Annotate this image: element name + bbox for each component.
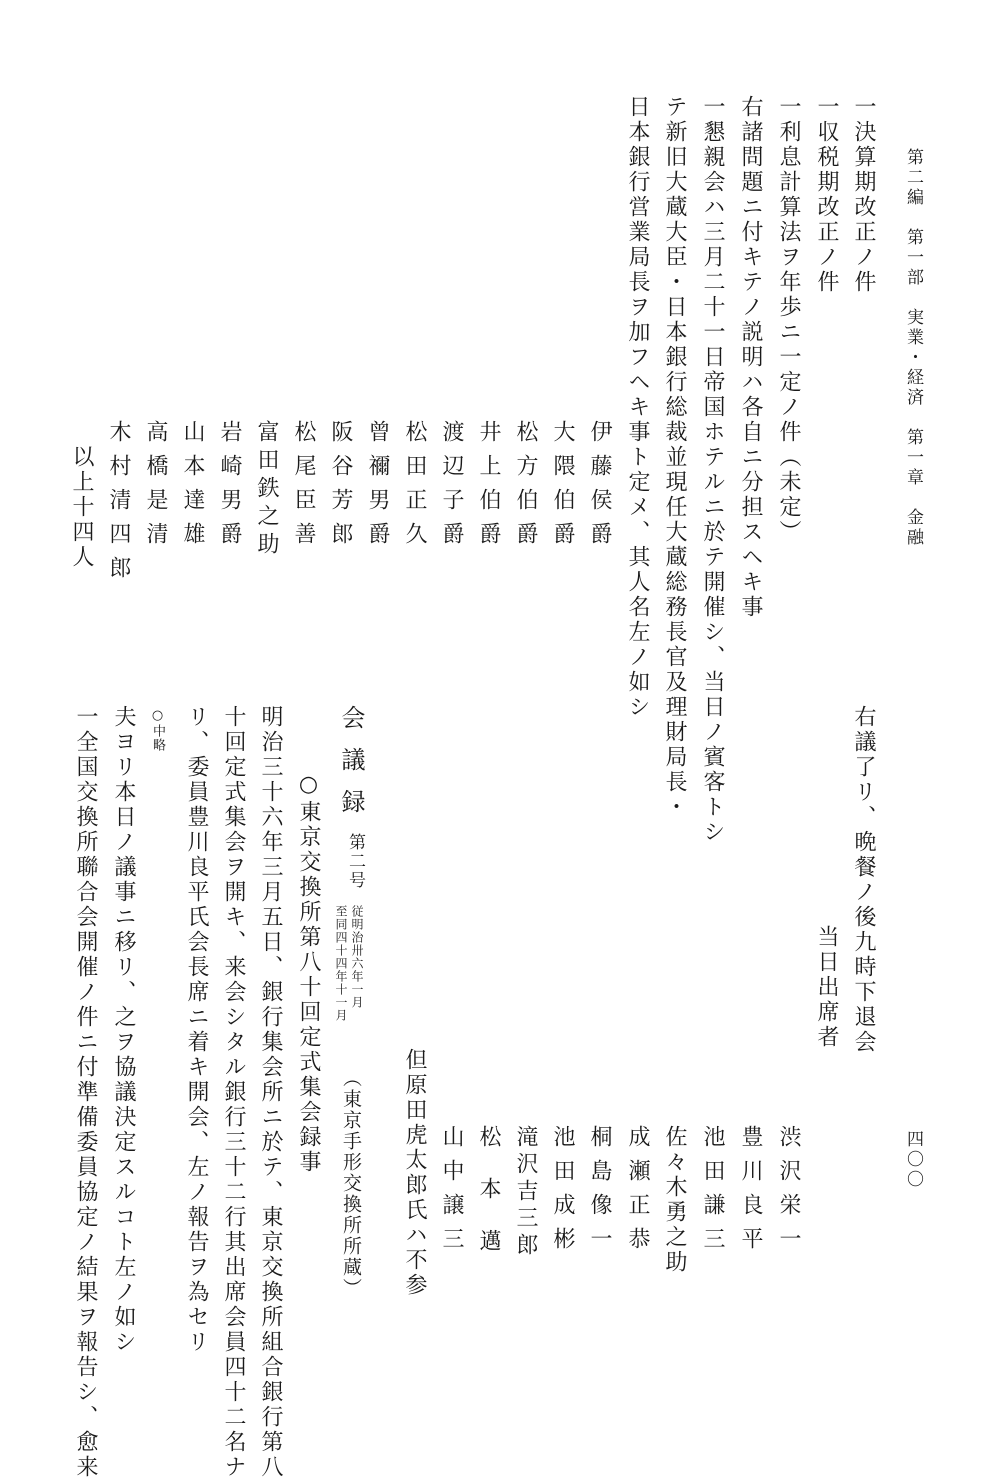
guest-name: 富田鉄之助 [254,420,279,560]
record-period [334,905,364,1022]
body-line: 一全国交換所聯合会開催ノ件ニ付準備委員協定ノ結果ヲ報告シ、愈来 [73,705,98,1480]
meeting-title: ○東京交換所第八十回定式集会録事 [296,772,321,1175]
attendee-name: 豊川良平 [738,1125,763,1261]
record-period-to: 至同四十四年十一月 [334,905,348,1022]
running-title: 第二編 第一部 実業・経済 第一章 金融 [903,148,923,548]
guest-name: 大隈伯爵 [550,420,575,556]
guest-name: 高橋是清 [143,420,168,556]
guest-name: 渡辺子爵 [439,420,464,556]
record-number: 第二号 [345,833,365,890]
guest-name: 井上伯爵 [476,420,501,556]
guest-name: 阪谷芳郎 [328,420,353,556]
guest-name: 松田正久 [402,420,427,556]
attendee-name: 成瀬正恭 [625,1125,650,1261]
attendee-name: 佐々木勇之助 [662,1125,687,1275]
item-kessanki: 一決算期改正ノ件 [851,95,876,295]
attendee-name: 松本邁 [476,1125,501,1281]
item-konshinkai-3: 日本銀行営業局長ヲ加フヘキ事ト定メ、其人名左ノ如シ [625,95,650,720]
item-shuzeiki: 一収税期改正ノ件 [814,95,839,295]
body-line: 明治三十六年三月五日、銀行集会所ニ於テ、東京交換所組合銀行第八 [258,705,283,1480]
record-source: （東京手形交換所所蔵） [340,1068,362,1299]
body-line: 夫ヨリ本日ノ議事ニ移リ、之ヲ協議決定スルコト左ノ如シ [111,705,136,1355]
guest-name: 岩崎男爵 [217,420,242,556]
item-konshinkai-1: 一懇親会ハ三月二十一日帝国ホテルニ於テ開催シ、当日ノ賓客トシ [700,95,725,845]
omission-note: ○中略 [150,708,165,752]
attendee-name: 山中譲三 [439,1125,464,1261]
guest-name: 山本達雄 [180,420,205,556]
body-line: リ、委員豊川良平氏会長席ニ着キ開会、左ノ報告ヲ為セリ [184,705,209,1355]
record-period-from: 従明治卅六年一月 [350,905,364,1009]
attendee-name: 桐島像一 [587,1125,612,1261]
attendee-name: 池田成彬 [550,1125,575,1261]
attendee-name: 池田謙三 [700,1125,725,1261]
guest-name: 松尾臣善 [291,420,316,556]
record-title: 会議録 [337,705,365,831]
body-line: 十回定式集会ヲ開キ、来会シタル銀行三十二行其出席会員四十二名ナ [221,705,246,1480]
attendee-name: 渋沢栄一 [776,1125,801,1261]
page-number: 四〇〇 [903,1130,923,1190]
guest-name: 木村清四郎 [106,420,131,590]
guest-name: 松方伯爵 [513,420,538,556]
attendee-name: 滝沢吉三郎 [513,1125,538,1260]
item-konshinkai-2: テ新旧大蔵大臣・日本銀行総裁並現任大蔵総務長官及理財局長・ [662,95,687,820]
guest-name: 伊藤侯爵 [587,420,612,556]
attendees-label: 当日出席者 [814,925,839,1050]
item-risoku: 一利息計算法ヲ年歩ニ一定ノ件（未定） [776,95,801,545]
closing-remark: 右議了リ、晩餐ノ後九時下退会 [851,705,876,1055]
item-setsumei: 右諸問題ニ付キテノ説明ハ各自ニ分担スヘキ事 [738,95,763,620]
absent-note: 但原田虎太郎氏ハ不参 [402,1048,427,1298]
guest-total: 以上十四人 [69,445,94,570]
guest-name: 曾禰男爵 [365,420,390,556]
